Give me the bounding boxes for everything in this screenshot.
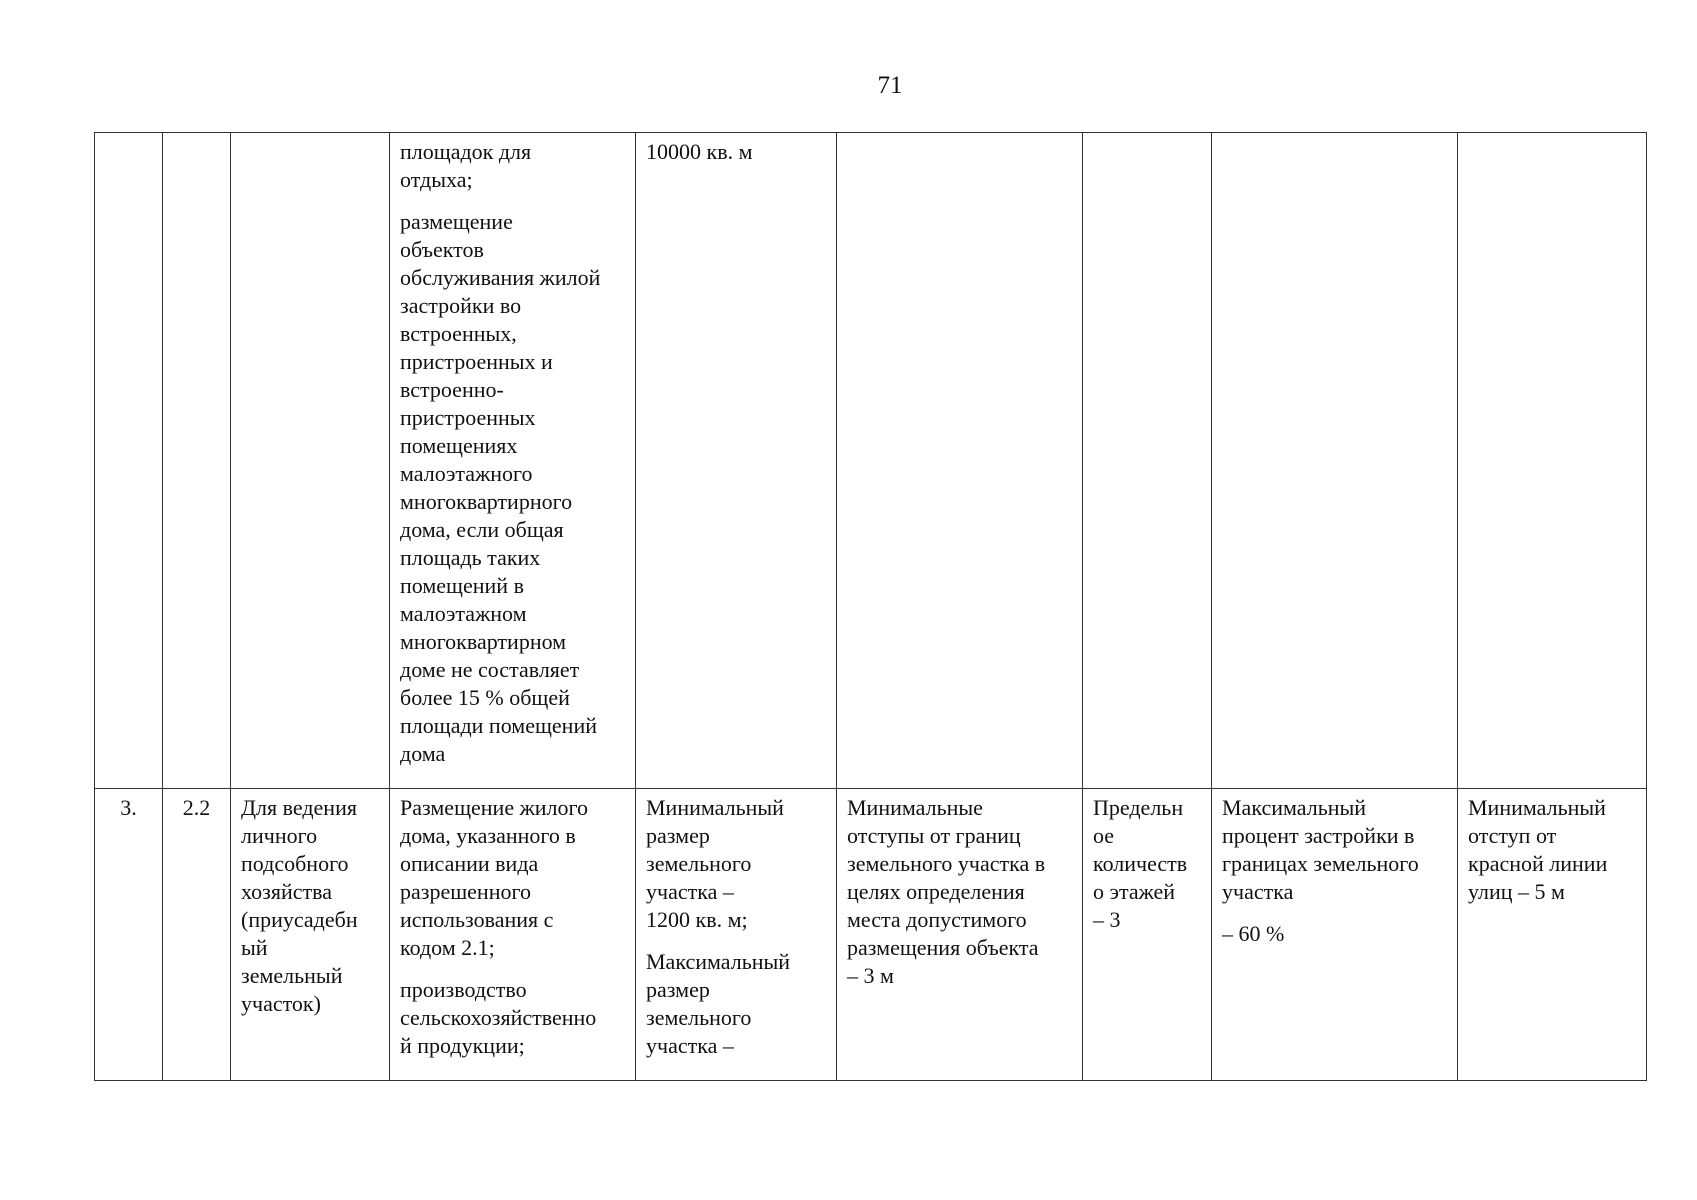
- row-code: 2.2: [182, 795, 211, 820]
- cell-name: [231, 133, 390, 789]
- red-line-text: Минимальный отступ от красной линии улиц – 5 м: [1468, 795, 1608, 904]
- use-name: Для ведения личного подсобного хозяйства (приусадебн ый земельный участок): [241, 795, 358, 1016]
- floors-text: Предельн ое количеств о этажей – 3: [1093, 795, 1188, 932]
- cell-number: [95, 789, 163, 1081]
- table-row-3: [95, 789, 1647, 1081]
- cell-coverage: [1212, 789, 1458, 1081]
- cell-description: [390, 133, 636, 789]
- cell-red-line: [1458, 789, 1647, 1081]
- cell-name: [231, 789, 390, 1081]
- table-row-continued: [95, 133, 1647, 789]
- cell-plot-size: [636, 133, 837, 789]
- cell-description: [390, 789, 636, 1081]
- cell-setbacks: [837, 133, 1083, 789]
- plot-size-text: 10000 кв. м: [646, 139, 753, 164]
- cell-plot-size: [636, 789, 837, 1081]
- plot-size-min: Минимальный размер земельного участка – 1200 кв. м;: [646, 795, 784, 932]
- cell-number: [95, 133, 163, 789]
- cell-floors: [1083, 789, 1212, 1081]
- coverage-label: Максимальный процент застройки в границах земельного участка: [1222, 795, 1419, 904]
- description-paragraph: Размещение жилого дома, указанного в описании вида разрешенного использования с кодом 2.1;: [400, 795, 589, 960]
- cell-floors: [1083, 133, 1212, 789]
- description-paragraph: размещение объектов обслуживания жилой застройки во встроенных, пристроенных и встроенно- пристроенных помещениях малоэтажного многоквартирного дома, если общая площадь таких помещений в малоэтажном многоквартирном доме не составляет более 15 % общей площади помещений дома: [400, 209, 601, 766]
- cell-setbacks: [837, 789, 1083, 1081]
- description-paragraph: производство сельскохозяйственно й продукции;: [400, 977, 597, 1058]
- row-number: 3.: [120, 795, 137, 820]
- cell-code: [163, 789, 231, 1081]
- setbacks-text: Минимальные отступы от границ земельного участка в целях определения места допустимого размещения объекта – 3 м: [847, 795, 1046, 988]
- coverage-value: – 60 %: [1222, 921, 1285, 946]
- cell-red-line: [1458, 133, 1647, 789]
- land-use-table: [94, 132, 1647, 1081]
- cell-code: [163, 133, 231, 789]
- plot-size-max: Максимальный размер земельного участка –: [646, 949, 791, 1058]
- page-number: 71: [877, 72, 903, 99]
- description-paragraph: площадок для отдыха;: [400, 139, 532, 192]
- cell-coverage: [1212, 133, 1458, 789]
